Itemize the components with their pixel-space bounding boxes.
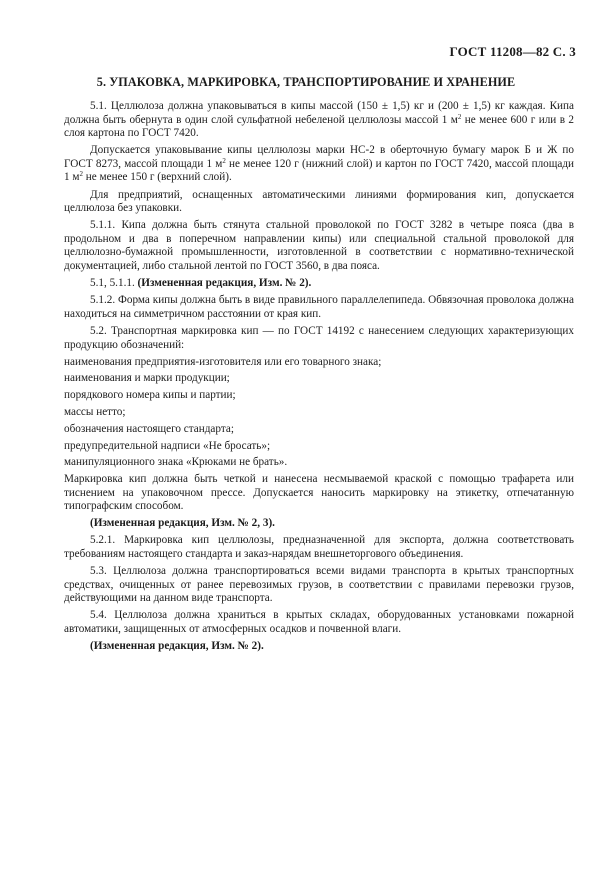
paragraph-5-1-2: 5.1.2. Форма кипы должна быть в виде правильного параллелепипеда. Обвязочная проволока должна находиться на симметричном расстоянии от края кип. — [64, 294, 574, 320]
list-item: наименования и марки продукции; — [64, 372, 230, 385]
paragraph-5-1-packing-alt: Допускается упаковывание кипы целлюлозы марки НС-2 в оберточную бумагу марок Б и Ж по ГОСТ 8273, массой площади 1 $м^2$ не менее 120 г (нижний слой) и картон по ГОСТ 7420, массой площади 1 $м^2$ не менее 150 г (верхний слой). — [64, 144, 575, 184]
paragraph-5-1-1: 5.1.1. Кипа должна быть стянута стальной проволокой по ГОСТ 3282 в четыре пояса (два в продольном и два в поперечном направлении кипы) или специальной стальной проволокой для целлюлозно-бумажной промышленности, изготовленной в соответствии с нормативно-технической документацией, либо стальной лентой по ГОСТ 3560, в два пояса. — [64, 219, 574, 273]
list-item: массы нетто; — [64, 405, 126, 418]
paragraph-5-2-marking: Маркировка кип должна быть четкой и нанесена несмываемой краской с помощью трафарета или тиснением на упаковочном прессе. Допускается наносить маркировку на этикетку, отпечатанную типографским способом. — [64, 473, 574, 513]
section-title: 5. УПАКОВКА, МАРКИРОВКА, ТРАНСПОРТИРОВАНИЕ И ХРАНЕНИЕ — [96, 75, 516, 89]
paragraph-5-2-1: 5.2.1. Маркировка кип целлюлозы, предназначенной для экспорта, должна соответствовать требованиям настоящего стандарта и заказ-нарядам внешнеторгового объединения. — [64, 534, 574, 561]
paragraph-5-1-no-packing: Для предприятий, оснащенных автоматическими линиями формирования кип, допускается целлюлоза без упаковки. — [64, 188, 574, 215]
list-item: обозначения настоящего стандарта; — [64, 422, 234, 435]
document-body — [64, 100, 574, 657]
list-item: наименования предприятия-изготовителя или его товарного знака; — [64, 355, 382, 368]
list-item: порядкового номера кипы и партии; — [64, 389, 236, 402]
list-item: предупредительной надписи «Не бросать»; — [64, 439, 271, 452]
paragraph-5-2: 5.2. Транспортная маркировка кип — по ГОСТ 14192 с нанесением следующих характеризующих продукцию обозначений: — [64, 324, 574, 351]
paragraph-5-4: 5.4. Целлюлоза должна храниться в крытых складах, оборудованных установками пожарной автоматики, защищенных от атмосферных осадков и почвенной влаги. — [64, 609, 574, 635]
paragraph-5-3: 5.3. Целлюлоза должна транспортироваться всеми видами транспорта в крытых транспортных средствах, очищенных от ранее перевозимых грузов, в соответствии с правилами перевозки грузов, действующими на данном виде транспорта. — [64, 565, 574, 605]
amendment-note-2: (Измененная редакция, Изм. № 2). — [90, 640, 264, 653]
amendment-note-2-3: (Измененная редакция, Изм. № 2, 3). — [90, 517, 275, 530]
paragraph-5-1: 5.1. Целлюлоза должна упаковываться в кипы массой (150 ± 1,5) кг и (200 ± 1,5) кг каждая. Кипа должна быть обернута в один слой сульфатной небеленой целлюлозы массой 1 $м^2$ не менее 600 г или в 2 слоя картона по ГОСТ 7420. — [64, 100, 574, 140]
list-item: манипуляционного знака «Крюками не брать». — [64, 456, 288, 469]
page-header: ГОСТ 11208—82 С. 3 — [449, 44, 576, 59]
amendment-note-5-1: 5.1, 5.1.1. (Измененная редакция, Изм. № 2). — [90, 277, 312, 290]
